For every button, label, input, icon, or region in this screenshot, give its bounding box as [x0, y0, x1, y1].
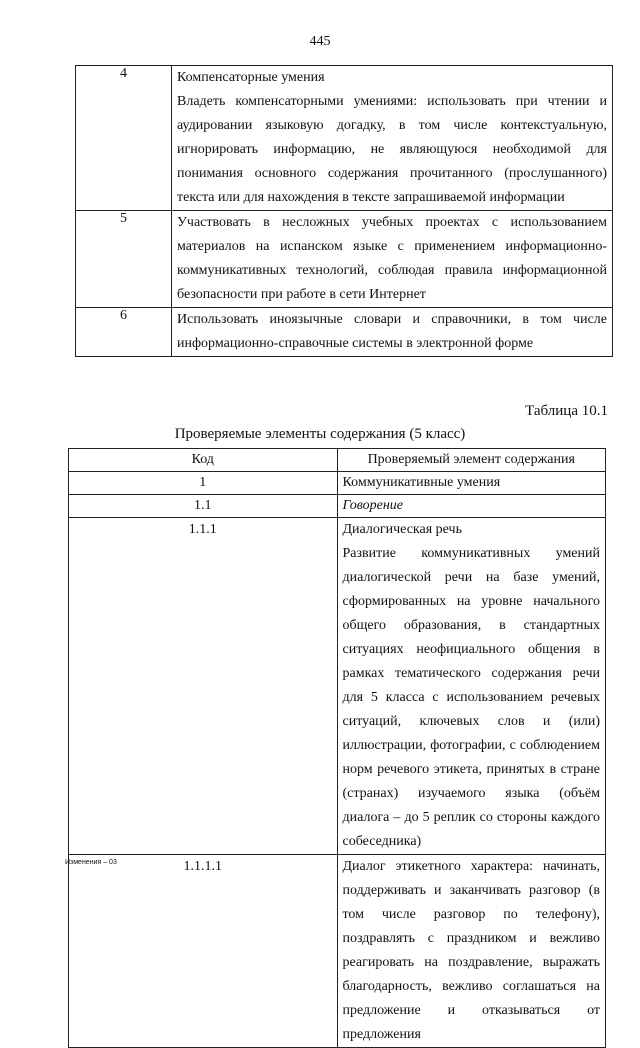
table-row [76, 66, 613, 211]
row-content [172, 211, 613, 308]
footer-note: Изменения – 03 [65, 859, 117, 866]
row-code: 1.1 [69, 495, 338, 518]
row-content [337, 518, 606, 855]
row-content: Коммуникативные умения [337, 472, 606, 495]
row-text: Развитие коммуникативных умений диалогической речи на базе умений, сформированных на уровне начального общего образования, в стандартных ситуациях неофициального общения в рамках тематического содержания речи для 5 класса с использованием речевых ситуаций, ключевых слов и (или) иллюстрации, фотографии, с соблюдением норм речевого этикета, принятых в стране (странах) изучаемого языка (объём диалога – до 5 реплик со стороны каждого собеседника) [342, 546, 600, 849]
table-row [69, 855, 606, 1048]
row-content [337, 855, 606, 1048]
row-code: 4 [76, 66, 172, 211]
content-elements-table [68, 448, 606, 1048]
row-text: Владеть компенсаторными умениями: использовать при чтении и аудировании языковую догадку, в том числе контекстуальную, игнорировать информацию, не являющуюся необходимой для понимания основного содержания прочитанного (прослушанного) текста или для нахождения в тексте запрашиваемой информации [177, 94, 607, 205]
row-code: 1.1.1.1 [69, 855, 338, 1048]
row-code: 1.1.1 [69, 518, 338, 855]
table-row [76, 211, 613, 308]
table-number-label: Таблица 10.1 [525, 403, 608, 419]
row-text: Участвовать в несложных учебных проектах с использованием материалов на испанском языке с применением информационно-коммуникативных технологий, соблюдая правила информационной безопасности при работе в сети Интернет [177, 215, 607, 302]
header-element: Проверяемый элемент содержания [337, 449, 606, 472]
table-row [76, 308, 613, 357]
table-row [69, 495, 606, 518]
row-text: Использовать иноязычные словари и справочники, в том числе информационно-справочные системы в электронной форме [177, 312, 607, 351]
skills-table [75, 65, 613, 357]
row-text: Диалог этикетного характера: начинать, поддерживать и заканчивать разговор (в том числе разговор по телефону), поздравлять с праздником и вежливо реагировать на поздравление, выражать благодарность, вежливо соглашаться на предложение и отказываться от предложения [342, 859, 600, 1042]
table-caption: Проверяемые элементы содержания (5 класс) [174, 426, 466, 442]
table-header-row [69, 449, 606, 472]
row-heading: Компенсаторные умения [177, 70, 325, 85]
header-code: Код [69, 449, 338, 472]
row-code: 1 [69, 472, 338, 495]
row-code: 6 [76, 308, 172, 357]
table-row [69, 472, 606, 495]
row-heading: Диалогическая речь [342, 522, 462, 537]
row-content [172, 308, 613, 357]
row-content [172, 66, 613, 211]
table-row [69, 518, 606, 855]
page-number: 445 [309, 34, 331, 49]
row-code: 5 [76, 211, 172, 308]
row-content: Говорение [337, 495, 606, 518]
